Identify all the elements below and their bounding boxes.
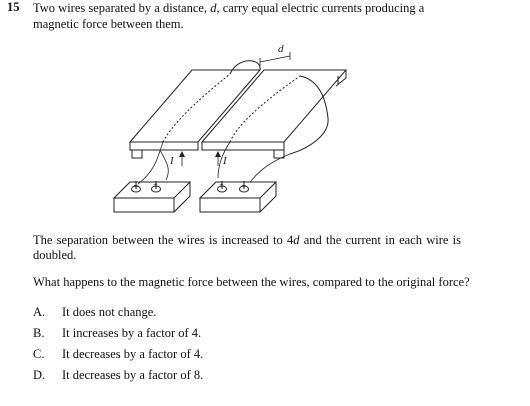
left-wire-dashed xyxy=(163,74,230,142)
wires-diagram xyxy=(100,38,360,218)
question-stem xyxy=(33,0,473,32)
left-wire-plate xyxy=(130,70,260,142)
option-a-text: It does not change. xyxy=(62,305,157,319)
option-b[interactable] xyxy=(33,323,203,344)
right-wire-loop xyxy=(290,76,328,154)
current-label-left: I xyxy=(170,155,174,167)
question-number: 15 xyxy=(7,0,20,14)
followup-text: The separation between the wires is increased to 4d and the current in each wire is doubled. xyxy=(33,233,461,262)
terminal-plus-right: + xyxy=(219,182,225,189)
current-label-right: I xyxy=(223,155,227,167)
option-d[interactable] xyxy=(33,365,203,386)
option-c[interactable] xyxy=(33,344,203,365)
question-prompt: What happens to the magnetic force between the wires, compared to the original force? xyxy=(33,275,470,289)
right-wire-dashed xyxy=(230,76,300,142)
left-wire-loop xyxy=(230,61,260,74)
terminal-minus-right: − xyxy=(241,182,247,189)
left-front-leg xyxy=(132,150,142,158)
option-c-text: It decreases by a factor of 4. xyxy=(62,347,204,361)
option-d-text: It decreases by a factor of 8. xyxy=(62,368,204,382)
separation-label: d xyxy=(278,43,284,55)
option-a[interactable] xyxy=(33,302,203,323)
option-c-letter: C. xyxy=(33,347,45,361)
terminal-plus-left: + xyxy=(153,182,159,189)
option-b-letter: B. xyxy=(33,326,45,340)
terminal-minus-left: − xyxy=(133,182,139,189)
left-battery xyxy=(114,181,190,212)
option-d-letter: D. xyxy=(33,368,46,382)
option-b-text: It increases by a factor of 4. xyxy=(62,326,202,340)
option-a-letter: A. xyxy=(33,305,46,319)
right-battery xyxy=(200,181,276,212)
answer-options xyxy=(33,302,203,386)
stem-text: Two wires separated by a distance, d, carry equal electric currents producing a magnetic force between them. xyxy=(33,1,425,31)
